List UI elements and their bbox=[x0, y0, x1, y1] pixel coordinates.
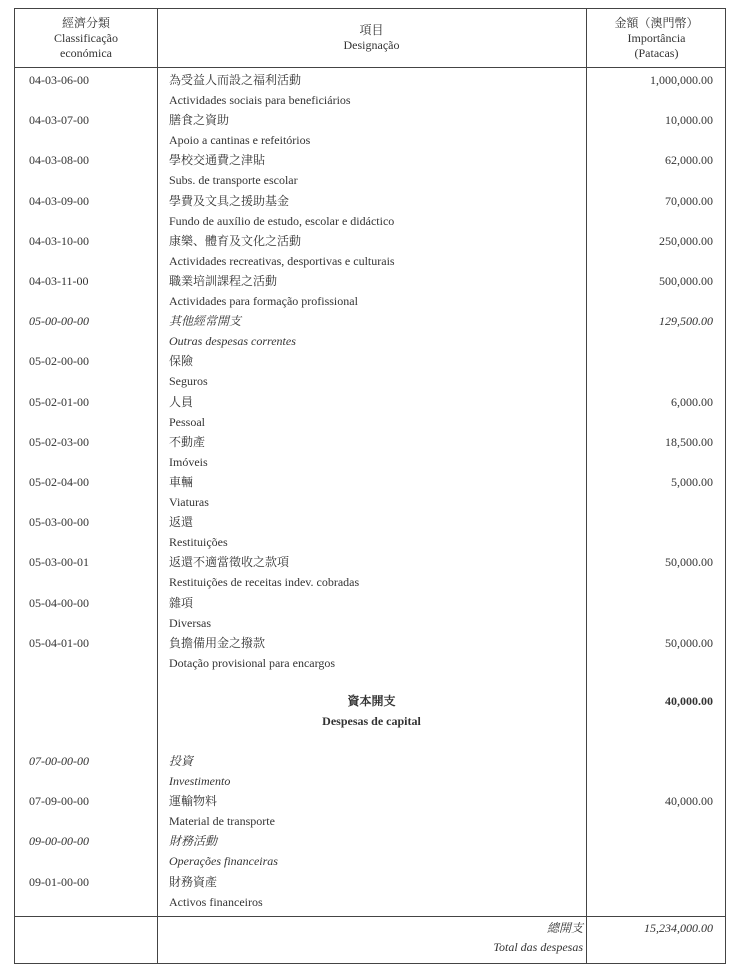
row-designation-cn: 人員 bbox=[169, 394, 194, 409]
row-designation-pt: Investimento bbox=[169, 774, 231, 788]
row-code: 05-00-00-00 bbox=[29, 314, 89, 329]
row-designation-cn: 負擔備用金之撥款 bbox=[169, 635, 266, 650]
row-designation-pt: Actividades sociais para beneficiários bbox=[169, 93, 351, 107]
row-designation-cn: 投資 bbox=[169, 754, 194, 768]
total-label-cn: 總開支 bbox=[546, 921, 583, 935]
row-designation-cn: 返還 bbox=[169, 515, 194, 530]
row-designation-pt: Outras despesas correntes bbox=[169, 334, 296, 349]
row-amount: 5,000.00 bbox=[671, 475, 713, 489]
row-designation-pt: Actividades recreativas, desportivas e culturais bbox=[169, 253, 395, 268]
row-designation-pt: Apoio a cantinas e refeitórios bbox=[169, 133, 311, 148]
row-designation-cn: 財務資產 bbox=[169, 874, 218, 889]
row-designation-pt: Material de transporte bbox=[169, 814, 275, 829]
row-designation-cn: 為受益人而設之福利活動 bbox=[169, 73, 302, 87]
row-code: 04-03-11-00 bbox=[29, 274, 89, 288]
row-designation-cn: 學費及文具之援助基金 bbox=[169, 193, 290, 208]
row-designation-pt: Restituições de receitas indev. cobradas bbox=[169, 575, 360, 590]
header-classification bbox=[15, 9, 157, 67]
header-designation bbox=[157, 9, 586, 67]
row-amount: 50,000.00 bbox=[665, 635, 713, 650]
budget-table bbox=[14, 8, 726, 964]
row-amount: 1,000,000.00 bbox=[650, 73, 713, 87]
total-amount: 15,234,000.00 bbox=[644, 921, 713, 935]
row-designation-cn: 康樂、體育及文化之活動 bbox=[169, 233, 302, 248]
row-code: 07-00-00-00 bbox=[29, 754, 89, 768]
column-divider bbox=[157, 9, 158, 963]
row-amount: 50,000.00 bbox=[665, 555, 713, 570]
row-code: 05-03-00-00 bbox=[29, 515, 89, 530]
header-designation-cn: 項目 bbox=[359, 23, 384, 37]
row-designation-cn: 不動產 bbox=[169, 434, 206, 449]
row-designation-pt: Operações financeiras bbox=[169, 854, 278, 869]
row-designation-cn: 膳食之資助 bbox=[169, 113, 230, 128]
row-amount: 500,000.00 bbox=[659, 274, 713, 288]
row-amount: 250,000.00 bbox=[659, 233, 713, 248]
row-designation-cn: 學校交通費之津貼 bbox=[169, 153, 266, 168]
row-amount: 6,000.00 bbox=[671, 394, 713, 409]
row-designation-cn: 運輸物料 bbox=[169, 794, 218, 809]
header-amount-pt2: (Patacas) bbox=[634, 45, 679, 60]
row-amount: 129,500.00 bbox=[659, 314, 713, 329]
row-code: 09-00-00-00 bbox=[29, 834, 89, 849]
row-designation-pt: Imóveis bbox=[169, 454, 208, 469]
column-divider bbox=[586, 9, 587, 963]
row-designation-cn: 財務活動 bbox=[169, 834, 218, 849]
row-designation-cn: 車輛 bbox=[169, 475, 194, 489]
row-code: 05-02-00-00 bbox=[29, 354, 89, 369]
row-code: 05-02-03-00 bbox=[29, 434, 89, 449]
header-designation-pt: Designação bbox=[343, 38, 400, 52]
row-code: 05-02-04-00 bbox=[29, 475, 89, 489]
header-divider bbox=[15, 67, 725, 68]
header-classification-pt1: Classificação bbox=[54, 30, 118, 45]
capital-heading-pt: Despesas de capital bbox=[322, 714, 421, 728]
row-code: 04-03-06-00 bbox=[29, 73, 89, 87]
header-amount-pt1: Importância bbox=[627, 30, 686, 45]
row-amount: 62,000.00 bbox=[665, 153, 713, 168]
row-code: 04-03-08-00 bbox=[29, 153, 89, 168]
row-designation-pt: Restituições bbox=[169, 535, 228, 550]
row-designation-pt: Subs. de transporte escolar bbox=[169, 173, 298, 188]
row-designation-cn: 雜項 bbox=[169, 595, 194, 610]
row-designation-cn: 其他經常開支 bbox=[169, 314, 242, 329]
row-amount: 70,000.00 bbox=[665, 193, 713, 208]
header-classification-cn: 經濟分類 bbox=[61, 15, 110, 30]
row-designation-pt: Pessoal bbox=[169, 414, 205, 429]
total-divider bbox=[15, 916, 725, 917]
row-designation-cn: 保險 bbox=[169, 354, 194, 369]
row-amount: 40,000.00 bbox=[665, 794, 713, 809]
row-designation-pt: Seguros bbox=[169, 374, 208, 389]
capital-amount: 40,000.00 bbox=[665, 694, 713, 708]
row-code: 04-03-10-00 bbox=[29, 233, 89, 248]
row-amount: 18,500.00 bbox=[665, 434, 713, 449]
row-designation-pt: Fundo de auxílio de estudo, escolar e didáctico bbox=[169, 213, 395, 228]
row-code: 04-03-09-00 bbox=[29, 193, 89, 208]
row-code: 05-02-01-00 bbox=[29, 394, 89, 409]
row-code: 04-03-07-00 bbox=[29, 113, 89, 128]
row-code: 09-01-00-00 bbox=[29, 874, 89, 889]
total-label-pt: Total das despesas bbox=[493, 940, 583, 954]
row-code: 05-04-01-00 bbox=[29, 635, 89, 650]
row-designation-cn: 職業培訓課程之活動 bbox=[169, 274, 278, 288]
row-designation-pt: Activos financeiros bbox=[169, 894, 263, 909]
row-code: 07-09-00-00 bbox=[29, 794, 89, 809]
row-designation-pt: Dotação provisional para encargos bbox=[169, 655, 336, 670]
row-code: 05-03-00-01 bbox=[29, 555, 89, 570]
row-designation-pt: Diversas bbox=[169, 615, 211, 630]
header-amount bbox=[586, 9, 727, 67]
row-code: 05-04-00-00 bbox=[29, 595, 89, 610]
header-amount-cn: 金額（澳門幣） bbox=[614, 15, 699, 30]
row-designation-pt: Actividades para formação profissional bbox=[169, 294, 358, 308]
row-amount: 10,000.00 bbox=[665, 113, 713, 128]
capital-heading-cn: 資本開支 bbox=[347, 694, 396, 708]
row-designation-pt: Viaturas bbox=[169, 495, 209, 509]
header-classification-pt2: económica bbox=[60, 45, 112, 60]
row-designation-cn: 返還不適當徵收之款項 bbox=[169, 555, 290, 570]
